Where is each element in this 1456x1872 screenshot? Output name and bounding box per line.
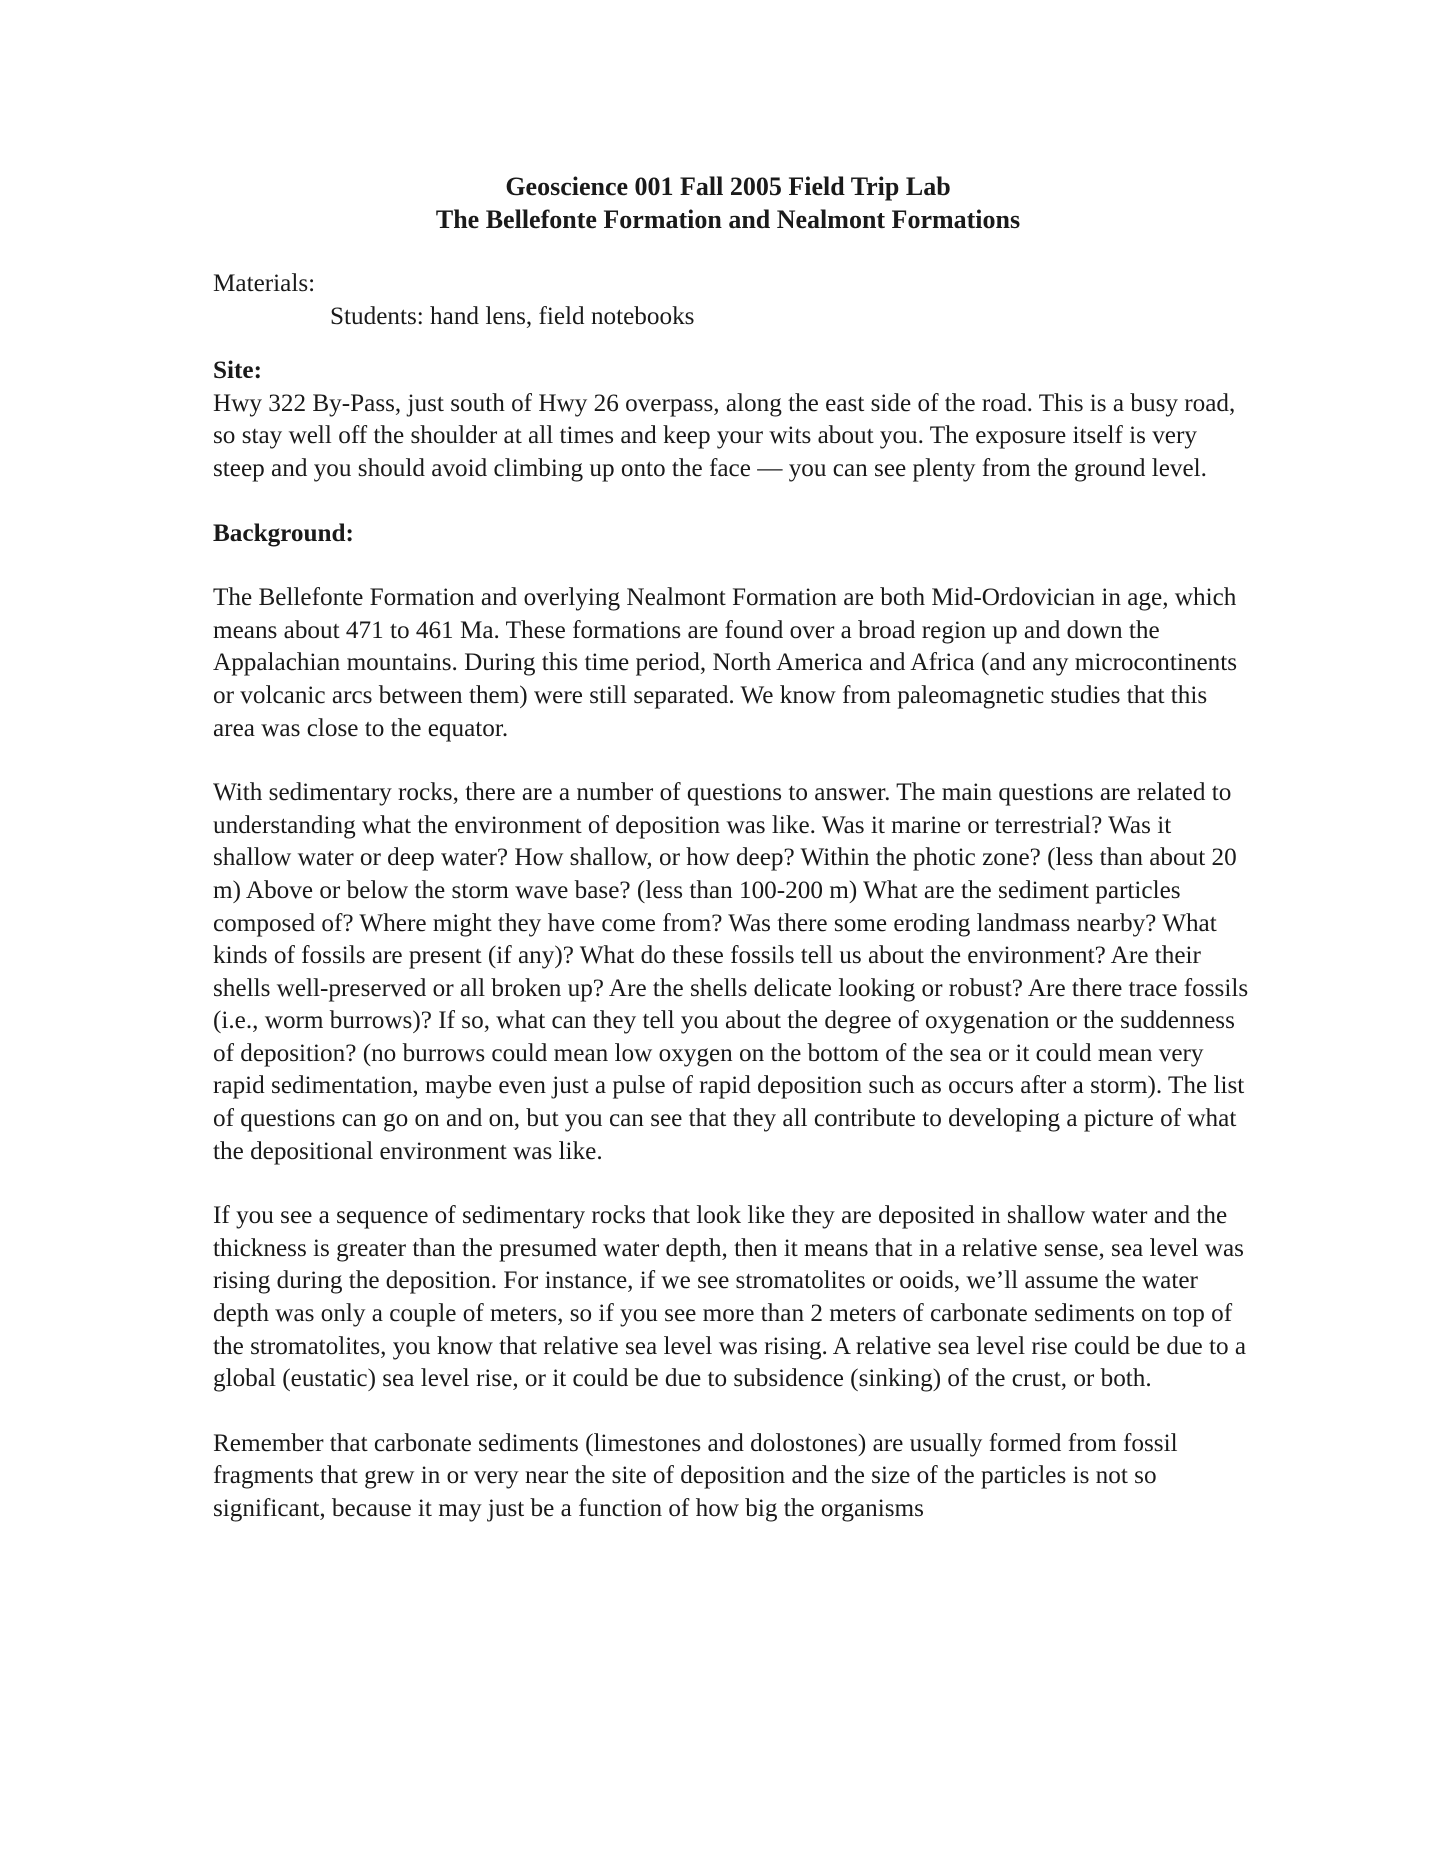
site-text: Hwy 322 By-Pass, just south of Hwy 26 overpass, along the east side of the road. This is a busy road, so stay well off the shoulder at all times and keep your wits about you. The exposure itself is very steep and you should avoid climbing up onto the face — you can see plenty from the ground level. <box>213 389 1236 482</box>
title-line-1: Geoscience 001 Fall 2005 Field Trip Lab <box>505 172 951 201</box>
background-paragraph-4: Remember that carbonate sediments (limestones and dolostones) are usually formed from fossil fragments that grew in or very near the site of deposition and the size of the particles is not so significant, because it may just be a function of how big the organisms <box>213 1429 1178 1522</box>
background-paragraph-2: With sedimentary rocks, there are a number of questions to answer. The main questions are related to understanding what the environment of deposition was like. Was it marine or terrestrial? Was it shallow water or deep water? How shallow, or how deep? Within the photic zone? (less than about 20 m) Above or below the storm wave base? (less than 100-200 m) What are the sediment particles composed of? Where might they have come from? Was there some eroding landmass nearby? What kinds of fossils are present (if any)? What do these fossils tell us about the environment? Are their shells well-preserved or all broken up? Are the shells delicate looking or robust? Are there trace fossils (i.e., worm burrows)? If so, what can they tell you about the degree of oxygenation or the suddenness of deposition? (no burrows could mean low oxygen on the bottom of the sea or it could mean very rapid sedimentation, maybe even just a pulse of rapid deposition such as occurs after a storm). The list of questions can go on and on, but you can see that they all contribute to developing a picture of what the depositional environment was like. <box>213 779 1249 1165</box>
materials-students: Students: hand lens, field notebooks <box>330 302 695 330</box>
document-title <box>0 170 1456 236</box>
background-paragraph-1: The Bellefonte Formation and overlying Nealmont Formation are both Mid-Ordovician in age, which means about 471 to 461 Ma. These formations are found over a broad region up and down the Appalachian mountains. During this time period, North America and Africa (and any microcontinents or volcanic arcs between them) were still separated. We know from paleomagnetic studies that this area was close to the equator. <box>213 584 1238 742</box>
title-line-2: The Bellefonte Formation and Nealmont Formations <box>435 205 1021 234</box>
background-paragraph-3: If you see a sequence of sedimentary rocks that look like they are deposited in shallow water and the thickness is greater than the presumed water depth, then it means that in a relative sense, sea level was rising during the deposition. For instance, if we see stromatolites or ooids, we’ll assume the water depth was only a couple of meters, so if you see more than 2 meters of carbonate sediments on top of the stromatolites, you know that relative sea level was rising. A relative sea level rise could be due to a global (eustatic) sea level rise, or it could be due to subsidence (sinking) of the crust, or both. <box>213 1202 1247 1393</box>
materials-label: Materials: <box>213 270 316 297</box>
site-heading: Site: <box>213 357 262 385</box>
background-heading: Background: <box>213 519 354 547</box>
document-body <box>213 268 1253 1526</box>
